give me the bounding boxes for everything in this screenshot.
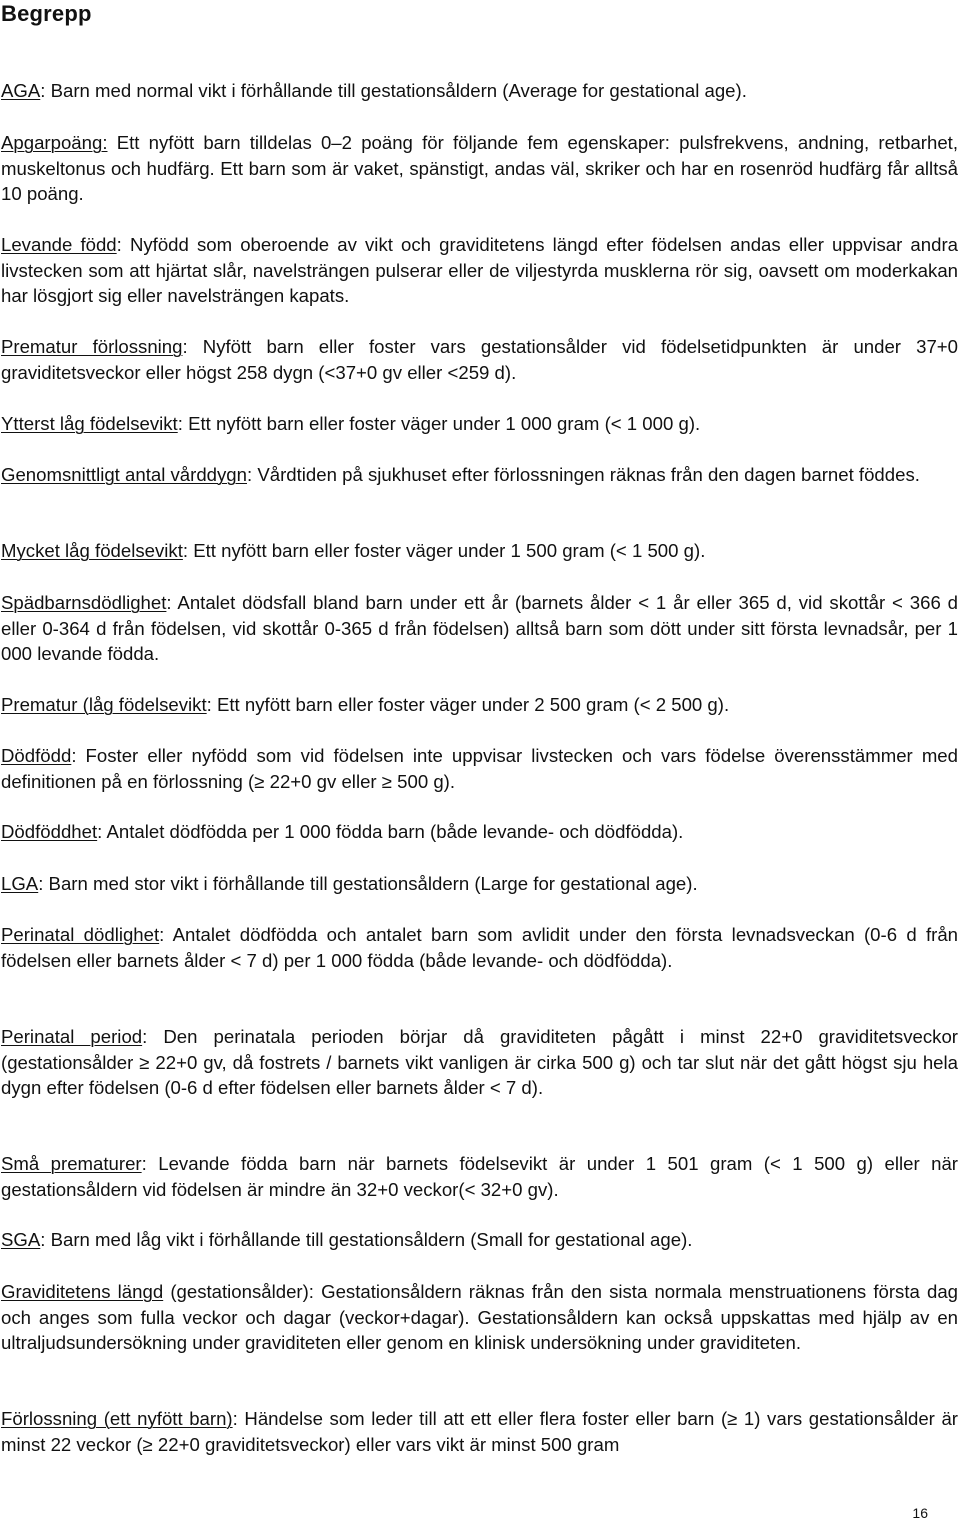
definition-text: Ett nyfött barn eller foster väger under 1 500 gram (< 1 500 g). (188, 540, 706, 561)
definition-perinatal-dodlighet: Perinatal dödlighet: Antalet dödfödda och antalet barn som avlidit under den första levnadsveckan (0-6 d från födelsen eller barnets ålder < 7 d) per 1 000 födda (både levande- och dödfödda). (1, 924, 958, 971)
page-heading: Begrepp (1, 1, 92, 26)
definition-text: Antalet dödfödda per 1 000 födda barn (både levande- och dödfödda). (102, 821, 684, 842)
term: Levande född (1, 234, 117, 255)
term: Prematur förlossning (1, 336, 183, 357)
definition-apgarpoang (1, 130, 958, 207)
term: Spädbarnsdödlighet (1, 592, 167, 613)
term: Perinatal dödlighet (1, 924, 160, 945)
definition-text: Ett nyfött barn eller foster väger under 1 000 gram (< 1 000 g). (182, 413, 701, 434)
definition-text: Vårdtiden på sjukhuset efter förlossningen räknas från den dagen barnet föddes. (252, 464, 920, 485)
definition-forlossning: Förlossning (ett nyfött barn): Händelse som leder till att ett eller flera foster eller barn (≥ 1) vars gestationsålder är minst 22 veckor (≥ 22+0 graviditetsveckor) eller vars vikt är minst 500 gram (1, 1408, 958, 1455)
definition-text: Barn med stor vikt i förhållande till gestationsåldern (Large for gestational age). (43, 873, 698, 894)
term: Ytterst låg födelsevikt (1, 413, 178, 434)
definition-dodfoddhet: Dödföddhet: Antalet dödfödda per 1 000 födda barn (både levande- och dödfödda). (1, 821, 684, 842)
definition-text: Barn med normal vikt i förhållande till gestationsåldern (Average for gestational age). (45, 80, 747, 101)
definition-dodfodd: Dödfödd: Foster eller nyfödd som vid födelsen inte uppvisar livstecken och vars födelse överensstämmer med definitionen på en förlossning (≥ 22+0 gv eller ≥ 500 g). (1, 745, 958, 792)
definition-sma-prematurer: Små prematurer: Levande födda barn när barnets födelsevikt är under 1 501 gram (< 1 500 g) eller när gestationsåldern vid födelsen är mindre än 32+0 veckor(< 32+0 gv). (1, 1153, 958, 1200)
definition-text: Händelse som leder till att ett eller flera foster eller barn (≥ 1) vars gestationsålder är minst 22 veckor (≥ 22+0 graviditetsveckor) eller vars vikt är minst 500 gram (1, 1408, 958, 1455)
definition-text: Foster eller nyfödd som vid födelsen inte uppvisar livstecken och vars födelse överensstämmer med definitionen på en förlossning (≥ 22+0 gv eller ≥ 500 g). (1, 745, 958, 792)
definition-graviditetens-langd (1, 1279, 958, 1356)
term: Graviditetens längd (1, 1281, 164, 1302)
definition-genomsnittligt-antal-varddygn: Genomsnittligt antal vårddygn: Vårdtiden på sjukhuset efter förlossningen räknas från den dagen barnet föddes. (1, 464, 920, 485)
definition-text: Nyfödd som oberoende av vikt och graviditetens längd efter födelsen andas eller uppvisar andra livstecken som att hjärtat slår, navelsträngen pulserar eller de viljestyrda musklerna rör sig, oavsett om moderkakan har lösgjort sig eller navelsträngen kapats. (1, 234, 958, 306)
page-number: 16 (912, 1505, 928, 1521)
definition-mycket-lag-fodelsevikt: Mycket låg födelsevikt: Ett nyfött barn eller foster väger under 1 500 gram (< 1 500 g). (1, 540, 706, 561)
term: Perinatal period (1, 1026, 143, 1047)
definition-text: Barn med låg vikt i förhållande till gestationsåldern (Small for gestational age). (45, 1229, 693, 1250)
definition-text: (gestationsålder): Gestationsåldern räknas från den sista normala menstruationens första dag och anges som fulla veckor och dagar (veckor+dagar). Gestationsåldern kan också uppskattas med hjälp av en ultraljudsundersökning under graviditeten eller genom en klinisk undersökning under graviditeten. (1, 1281, 959, 1353)
definition-text: Ett nyfött barn eller foster väger under 2 500 gram (< 2 500 g). (211, 694, 730, 715)
term: Prematur (låg födelsevikt (1, 694, 207, 715)
definition-text: Antalet dödfödda och antalet barn som avlidit under den första levnadsveckan (0-6 d från födelsen eller barnets ålder < 7 d) per 1 000 födda (både levande- och dödfödda). (1, 924, 958, 971)
definition-sga: SGA: Barn med låg vikt i förhållande till gestationsåldern (Small for gestational age). (1, 1229, 693, 1250)
definition-spadbarnsdodlighet: Spädbarnsdödlighet: Antalet dödsfall bland barn under ett år (barnets ålder < 1 år eller 365 d, vid skottår < 366 d eller 0-364 d från födelsen, vid skottår 0-365 d från födelsen) alltså barn som dött under sitt första levnadsår, per 1 000 levande födda. (1, 592, 958, 664)
definition-ytterst-lag-fodelsevikt: Ytterst låg födelsevikt: Ett nyfött barn eller foster väger under 1 000 gram (< 1 000 g). (1, 413, 701, 434)
definition-prematur-lag-fodelsevikt: Prematur (låg födelsevikt: Ett nyfött barn eller foster väger under 2 500 gram (< 2 500 g). (1, 694, 730, 715)
definition-aga: AGA: Barn med normal vikt i förhållande till gestationsåldern (Average for gestational age). (1, 80, 747, 101)
definition-text: Nyfött barn eller foster vars gestationsålder vid födelsetidpunkten är under 37+0 graviditetsveckor eller högst 258 dygn (<37+0 gv eller <259 d). (1, 336, 958, 383)
term: Små prematurer (1, 1153, 142, 1174)
definition-perinatal-period: Perinatal period: Den perinatala perioden börjar då graviditeten pågått i minst 22+0 graviditetsveckor (gestationsålder ≥ 22+0 gv, då fostrets / barnets vikt vanligen är cirka 500 g) och tar slut när det gått högst sju hela dygn efter födelsen (0-6 d efter födelsen eller barnets ålder < 7 d). (1, 1026, 958, 1098)
term: Dödföddhet (1, 821, 98, 842)
term: AGA (1, 80, 41, 101)
definition-lga: LGA: Barn med stor vikt i förhållande till gestationsåldern (Large for gestational age). (1, 873, 698, 894)
term: SGA (1, 1229, 41, 1250)
definition-text: Ett nyfött barn tilldelas 0–2 poäng för följande fem egenskaper: pulsfrekvens, andning, retbarhet, muskeltonus och hudfärg. Ett barn som är vaket, spänstigt, andas väl, skriker och har en rosenröd hudfärg får alltså 10 poäng. (1, 132, 958, 204)
definition-levande-fodd: Levande född: Nyfödd som oberoende av vikt och graviditetens längd efter födelsen andas eller uppvisar andra livstecken som att hjärtat slår, navelsträngen pulserar eller de viljestyrda musklerna rör sig, oavsett om moderkakan har lösgjort sig eller navelsträngen kapats. (1, 234, 958, 306)
term: Genomsnittligt antal vårddygn (1, 464, 247, 485)
term: Mycket låg födelsevikt (1, 540, 183, 561)
definition-prematur-forlossning: Prematur förlossning: Nyfött barn eller foster vars gestationsålder vid födelsetidpunkten är under 37+0 graviditetsveckor eller högst 258 dygn (<37+0 gv eller <259 d). (1, 336, 958, 383)
definition-text: Den perinatala perioden börjar då graviditeten pågått i minst 22+0 graviditetsveckor (gestationsålder ≥ 22+0 gv, då fostrets / barnets vikt vanligen är cirka 500 g) och tar slut när det gått högst sju hela dygn efter födelsen (0-6 d efter födelsen eller barnets ålder < 7 d). (1, 1026, 958, 1098)
term: Apgarpoäng: (1, 132, 108, 153)
definition-text: Antalet dödsfall bland barn under ett år (barnets ålder < 1 år eller 365 d, vid skottår < 366 d eller 0-364 d från födelsen, vid skottår 0-365 d från födelsen) alltså barn som dött under sitt första levnadsår, per 1 000 levande födda. (1, 592, 958, 664)
definition-text: Levande födda barn när barnets födelsevikt är under 1 501 gram (< 1 500 g) eller när gestationsåldern vid födelsen är mindre än 32+0 veckor(< 32+0 gv). (1, 1153, 958, 1200)
term: Dödfödd (1, 745, 72, 766)
term: Förlossning (ett nyfött barn) (1, 1408, 233, 1429)
term: LGA (1, 873, 39, 894)
